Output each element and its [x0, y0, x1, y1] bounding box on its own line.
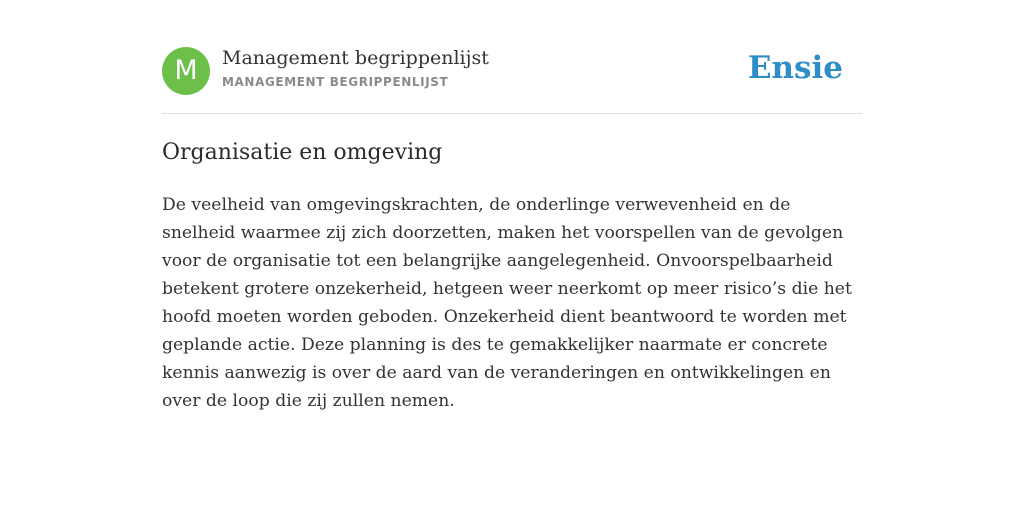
entry-card — [162, 46, 862, 415]
entry-body: De veelheid van omgevingskrachten, de onderlinge verwevenheid en de snelheid waarmee zij zich doorzetten, maken het voorspellen van de gevolgen voor de organisatie tot een belangrijke aangelegenheid. Onvoorspelbaarheid betekent grotere onzekerheid, hetgeen weer neerkomt op meer risico’s die het hoofd moeten worden geboden. Onzekerheid dient beantwoord te worden met geplande actie. Deze planning is des te gemakkelijker naarmate er concrete kennis aanwezig is over de aard van de veranderingen en ontwikkelingen en over de loop die zij zullen nemen. — [162, 195, 852, 411]
ensie-logo[interactable]: Ensie — [747, 50, 843, 86]
source-subtitle: MANAGEMENT BEGRIPPENLIJST — [222, 75, 449, 89]
header-divider — [162, 113, 862, 114]
source-title[interactable]: Management begrippenlijst — [222, 47, 489, 69]
card-header — [162, 46, 862, 96]
source-avatar[interactable]: M — [162, 47, 210, 95]
entry-title: Organisatie en omgeving — [162, 140, 443, 165]
